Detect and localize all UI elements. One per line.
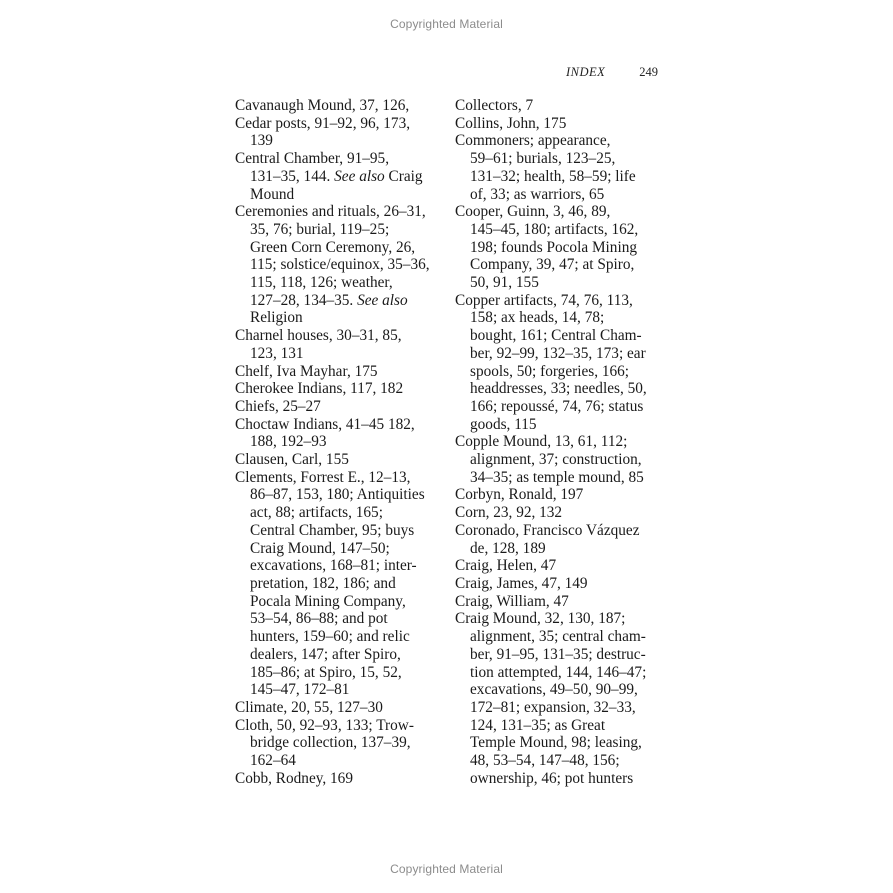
index-entry: Cedar posts, 91–92, 96, 173, 139 bbox=[235, 114, 411, 150]
index-entry: Chelf, Iva Mayhar, 175 bbox=[235, 362, 378, 380]
index-entry: Craig Mound, 32, 130, 187; alignment, 35; central cham- ber, 91–95, 131–35; destruc- tion attempted, 144, 146–47; excavations, 49–50, 90–99, 172–81; expansion, 32–33, 124, 131–35; as Great Temple Mound, 98; leasing, 48, 53–54, 147–48, 156; ownership, 46; pot hunters bbox=[455, 610, 647, 787]
index-entry: Ceremonies and rituals, 26–31, 35, 76; burial, 119–25; Green Corn Ceremony, 26, 115; solstice/equinox, 35–36, 115, 118, 126; weather, 127–28, 134–35. See also Religion bbox=[235, 203, 430, 327]
copyright-watermark-bottom: Copyrighted Material bbox=[390, 862, 503, 876]
index-entry: Commoners; appearance, 59–61; burials, 123–25, 131–32; health, 58–59; life of, 33; as warriors, 65 bbox=[455, 132, 636, 203]
index-entry: Clausen, Carl, 155 bbox=[235, 451, 349, 469]
index-entry: Central Chamber, 91–95, 131–35, 144. See also Craig Mound bbox=[235, 150, 423, 203]
index-entry: Climate, 20, 55, 127–30 bbox=[235, 698, 383, 716]
index-entry: Chiefs, 25–27 bbox=[235, 397, 321, 415]
copyright-watermark-top: Copyrighted Material bbox=[390, 17, 503, 31]
index-entry: Craig, Helen, 47 bbox=[455, 557, 557, 575]
index-entry: Corbyn, Ronald, 197 bbox=[455, 486, 584, 504]
index-entry: Cavanaugh Mound, 37, 126, bbox=[235, 97, 410, 114]
index-entry: Coronado, Francisco Vázquez de, 128, 189 bbox=[455, 521, 640, 557]
index-entry: Collectors, 7 bbox=[455, 97, 534, 114]
see-also-reference: See also bbox=[334, 167, 385, 185]
running-head-label: INDEX bbox=[566, 65, 606, 79]
index-entry: Charnel houses, 30–31, 85, 123, 131 bbox=[235, 327, 402, 362]
page-number: 249 bbox=[639, 65, 658, 79]
index-entry: Copper artifacts, 74, 76, 113, 158; ax heads, 14, 78; bought, 161; Central Cham- ber, 92–99, 132–35, 173; ear spools, 50; forgeries, 166; headdresses, 33; needles, 50, 166; repoussé, 74, 76; status goods, 115 bbox=[455, 291, 647, 433]
index-entry: Corn, 23, 92, 132 bbox=[455, 504, 563, 522]
index-column-right bbox=[455, 97, 667, 787]
index-entry: Copple Mound, 13, 61, 112; alignment, 37; construction, 34–35; as temple mound, 85 bbox=[455, 433, 644, 486]
index-entry: Cherokee Indians, 117, 182 bbox=[235, 380, 404, 398]
index-entry: Cobb, Rodney, 169 bbox=[235, 769, 353, 787]
index-entry: Collins, John, 175 bbox=[455, 114, 567, 132]
index-entry: Choctaw Indians, 41–45 182, 188, 192–93 bbox=[235, 415, 415, 451]
index-column-left bbox=[235, 97, 435, 787]
index-entry: Craig, James, 47, 149 bbox=[455, 574, 588, 592]
index-entry: Craig, William, 47 bbox=[455, 592, 569, 610]
index-entry: Cloth, 50, 92–93, 133; Trow- bridge collection, 137–39, 162–64 bbox=[235, 716, 414, 770]
index-entry: Clements, Forrest E., 12–13, 86–87, 153, 180; Antiquities act, 88; artifacts, 165; Central Chamber, 95; buys Craig Mound, 147–50; excavations, 168–81; inter- pretation, 182, 186; and Pocala Mining Company, 53–54, 86–88; and pot hunters, 159–60; and relic dealers, 147; after Spiro, 185–86; at Spiro, 15, 52, 145–47, 172–81 bbox=[235, 468, 425, 699]
index-entry: Cooper, Guinn, 3, 46, 89, 145–45, 180; artifacts, 162, 198; founds Pocola Mining Company, 39, 47; at Spiro, 50, 91, 155 bbox=[455, 203, 639, 292]
see-also-reference: See also bbox=[357, 291, 408, 309]
